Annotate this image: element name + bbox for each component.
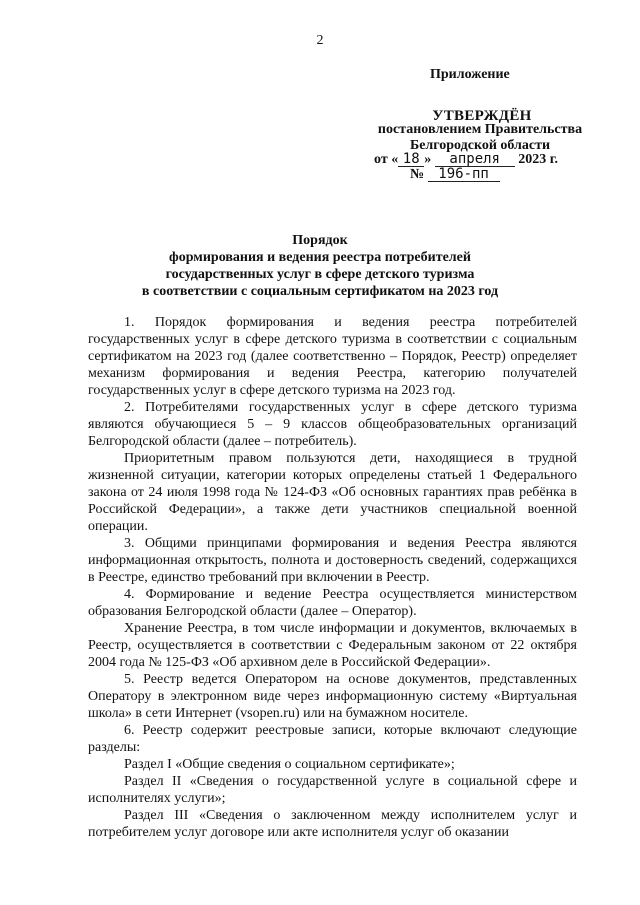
paragraph: Раздел III «Сведения о заключенном между исполнителем услуг и потребителем услуг договоре или акте исполнителя услуг об оказании — [88, 808, 577, 840]
page-number: 2 — [316, 33, 324, 48]
date-year: 2023 г. — [518, 152, 558, 167]
number-value: 196-пп — [428, 168, 500, 182]
paragraph: 3. Общими принципами формирования и ведения Реестра являются информационная открытость, полнота и достоверность сведений, содержащихся в Реестре, единство требований при включении в Реестр. — [88, 536, 577, 585]
appendix-label: Приложение — [430, 67, 510, 82]
paragraph: Хранение Реестра, в том числе информации и документов, включаемых в Реестр, осуществляется в соответствии с Федеральным законом от 22 октября 2004 года № 125-ФЗ «Об архивном деле в Российской Федерации». — [88, 621, 577, 670]
paragraph: Приоритетным правом пользуются дети, находящиеся в трудной жизненной ситуации, категории которых определены статьей 1 Федерального закона от 24 июля 1998 года № 124-ФЗ «Об основных гарантиях прав ребёнка в Российской Федерации», а также дети участников специальной военной операции. — [88, 451, 577, 534]
title-line-3: государственных услуг в сфере детского туризма — [165, 267, 475, 282]
approved-by-line1: постановлением Правительства — [377, 122, 583, 137]
paragraph: Раздел I «Общие сведения о социальном сертификате»; — [124, 757, 455, 772]
paragraph: 4. Формирование и ведение Реестра осуществляется министерством образования Белгородской области (далее – Оператор). — [88, 587, 577, 619]
paragraph: 6. Реестр содержит реестровые записи, которые включают следующие разделы: — [88, 723, 577, 755]
paragraph: Раздел II «Сведения о государственной услуге в социальной сфере и исполнителях услуги»; — [88, 774, 577, 806]
title-line-4: в соответствии с социальным сертификатом на 2023 год — [141, 284, 499, 299]
document-title — [0, 232, 640, 300]
date-day: 18 — [398, 153, 424, 167]
decree-number — [410, 167, 640, 183]
approved-by-line2: Белгородской области — [409, 138, 551, 153]
date-month: апреля — [435, 153, 515, 167]
approved-heading: УТВЕРЖДЁН — [432, 108, 532, 124]
decree-date — [374, 152, 614, 168]
title-line-2: формирования и ведения реестра потребителей — [169, 250, 471, 265]
number-sign: № — [410, 167, 425, 182]
document-body — [88, 314, 577, 841]
paragraph: 2. Потребителями государственных услуг в сфере детского туризма являются обучающиеся 5 – 9 классов общеобразовательных организаций Белгородской области (далее – потребитель). — [88, 400, 577, 449]
paragraph: 1. Порядок формирования и ведения реестра потребителей государственных услуг в сфере детского туризма в соответствии с социальным сертификатом на 2023 год (далее соответственно – Порядок, Реестр) определяет механизм формирования и ведения Реестра, категорию получателей государственных услуг в сфере детского туризма на 2023 год. — [88, 315, 577, 398]
date-prefix: от « — [374, 152, 399, 167]
paragraph: 5. Реестр ведется Оператором на основе документов, представленных Оператору в электронном виде через информационную систему «Виртуальная школа» в сети Интернет (vsopen.ru) или на бумажном носителе. — [88, 672, 577, 721]
date-mid: » — [424, 152, 432, 167]
title-line-1: Порядок — [292, 233, 348, 248]
